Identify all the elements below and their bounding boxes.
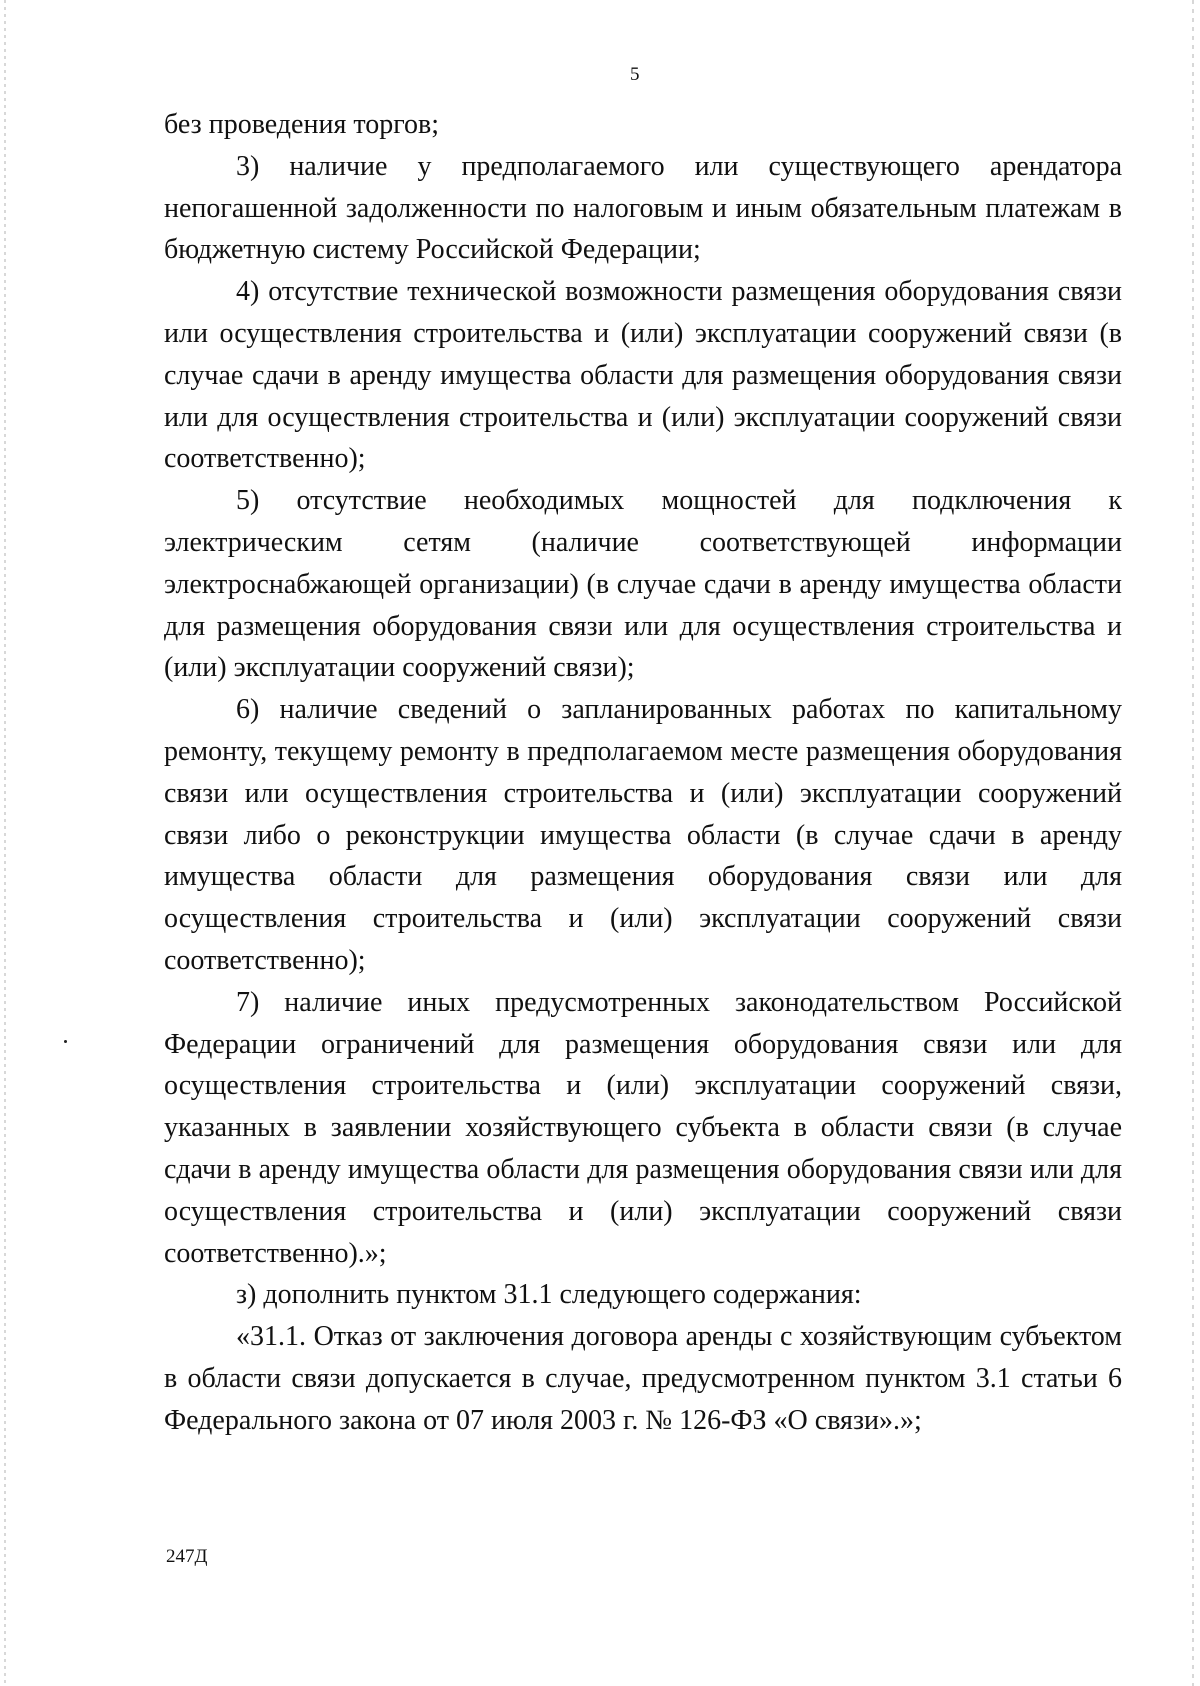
amendment-z: з) дополнить пунктом 31.1 следующего содержания: [236, 1279, 862, 1311]
document-code: 247Д [166, 1546, 208, 1567]
list-item-7: 7) наличие иных предусмотренных законодательством Российской Федерации ограничений для размещения оборудования связи или для осуществления строительства и (или) эксплуатации сооружений связи, указанных в заявлении хозяйствующего субъекта в области связи (в случае сдачи в аренду имущества области для размещения оборудования связи или для осуществления строительства и (или) эксплуатации сооружений связи соответственно).»; [164, 986, 1122, 1269]
document-body [164, 104, 1122, 1442]
list-item-6: 6) наличие сведений о запланированных работах по капитальному ремонту, текущему ремонту в предполагаемом месте размещения оборудования связи или осуществления строительства и (или) эксплуатации сооружений связи либо о реконструкции имущества области (в случае сдачи в аренду имущества области для размещения оборудования связи или для осуществления строительства и (или) эксплуатации сооружений связи соответственно); [164, 694, 1122, 976]
list-item-5: 5) отсутствие необходимых мощностей для подключения к электрическим сетям (наличие соответствующей информации электроснабжающей организации) (в случае сдачи в аренду имущества области для размещения оборудования связи или для осуществления строительства и (или) эксплуатации сооружений связи); [164, 485, 1122, 684]
list-item-3: 3) наличие у предполагаемого или существующего арендатора непогашенной задолженности по налоговым и иным обязательным платежам в бюджетную систему Российской Федерации; [164, 150, 1122, 266]
scan-edge-right [1192, 0, 1194, 1686]
clause-31-1: «31.1. Отказ от заключения договора аренды с хозяйствующим субъектом в области связи допускается в случае, предусмотренном пунктом 3.1 статьи 6 Федерального закона от 07 июля 2003 г. № 126-ФЗ «О связи».»; [164, 1321, 1122, 1436]
list-item-4: 4) отсутствие технической возможности размещения оборудования связи или осуществления строительства и (или) эксплуатации сооружений связи (в случае сдачи в аренду имущества области для размещения оборудования связи или для осуществления строительства и (или) эксплуатации сооружений связи соответственно); [164, 276, 1122, 475]
page-number: 5 [630, 64, 640, 85]
scan-speck [64, 1040, 67, 1043]
scan-edge-left [4, 0, 6, 1686]
continuation-line: без проведения торгов; [164, 109, 439, 140]
